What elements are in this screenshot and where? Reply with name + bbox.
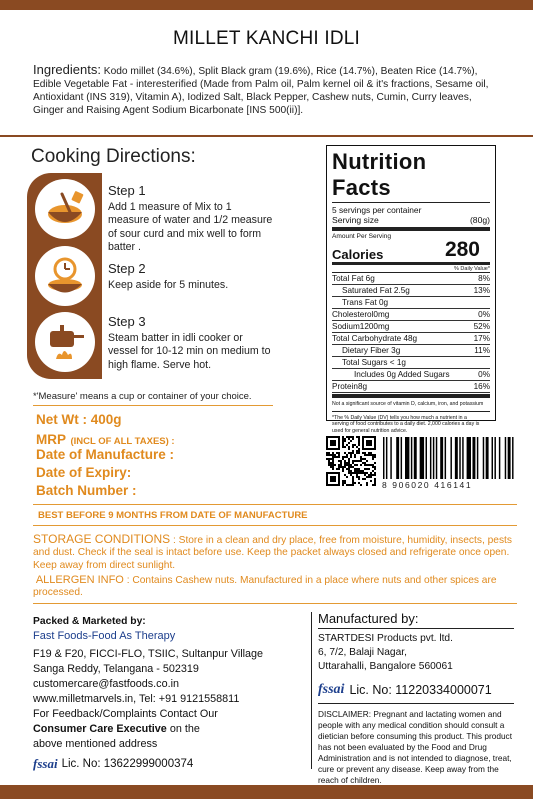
info-rule <box>33 405 273 406</box>
allergen-text: : Contains Cashew nuts. Manufactured in a place where nuts and other spices are processed. <box>33 575 497 599</box>
date-of-expiry: Date of Expiry: <box>36 465 132 480</box>
nutrient-value: 52% <box>473 322 490 331</box>
best-before-rule-bottom <box>33 525 517 526</box>
step-2-text: Keep aside for 5 minutes. <box>108 279 229 291</box>
nf-rule <box>332 411 490 412</box>
calories-row <box>332 238 490 262</box>
nutrient-label: Saturated Fat 2.5g <box>342 286 410 295</box>
nutrient-row <box>332 357 490 369</box>
step-2 <box>108 261 273 292</box>
barcode-icon <box>383 437 515 479</box>
nutrient-rows <box>332 273 490 393</box>
storage-conditions <box>33 533 517 572</box>
step-3 <box>108 314 273 372</box>
ingredients-text: Kodo millet (34.6%), Split Black gram (19.6%), Rice (14.7%), Beaten Rice (14.7%), Edible Vegetable Fat - interesterified (Made from Palm oil, Palm kernel oil & it's fractions, Sesame oil, Antioxidant (INS 319), Vitamin A), Iodized Salt, Black Pepper, Cashew nuts, Cumin, Curry leaves, Ginger and Raising Agent Sodium Bicarbonate [INS 500(ii)]. <box>33 66 489 116</box>
manufacturer-company: STARTDESI Products pvt. ltd. <box>318 633 453 644</box>
disclaimer-text: DISCLAIMER: Pregnant and lactating women and people with any medical condition should consult a dietician before consuming this product. This product has not been evaluated by the Food and Drug Administration and is not intended to diagnose, treat, cure or prevent any disease. Keep away from the reach of children. <box>318 709 513 785</box>
nutrient-row <box>332 345 490 357</box>
nutrient-label: Sodium1200mg <box>332 322 390 331</box>
nf-rule <box>332 202 490 203</box>
nutrient-label: Trans Fat 0g <box>342 298 389 307</box>
nf-thick-rule-bottom <box>332 394 490 398</box>
nutrient-value: 11% <box>474 346 490 355</box>
net-weight: Net Wt : 400g <box>36 412 122 427</box>
mrp-note: (INCL OF ALL TAXES) : <box>70 436 175 447</box>
date-of-manufacture: Date of Manufacture : <box>36 447 175 462</box>
nutrient-row <box>332 273 490 285</box>
storage-text: : Store in a clean and dry place, free from moisture, humidity, insects, pests and dust. Check if the seal is intact before use. Keep the packet always closed and refrigerate once open. Keep away from direct sunlight. <box>33 535 512 571</box>
manufacturer-license: Lic. No: 11220334000071 <box>349 683 492 697</box>
cooking-directions-title: Cooking Directions: <box>31 146 196 167</box>
step-1-title: Step 1 <box>108 183 146 198</box>
cce-suffix: on the <box>166 723 200 735</box>
packer-web-phone[interactable]: www.milletmarvels.in, Tel: +91 9121558811 <box>33 693 240 705</box>
allergen-rule <box>33 603 517 604</box>
column-divider <box>311 612 312 769</box>
top-brown-band <box>0 0 533 10</box>
manufactured-by-block <box>318 611 523 786</box>
nutrient-row <box>332 285 490 297</box>
allergen-title: ALLERGEN INFO <box>35 574 124 586</box>
packer-address-2: Sanga Reddy, Telangana - 502319 <box>33 663 199 675</box>
cce-label: Consumer Care Executive <box>33 723 167 735</box>
product-title: MILLET KANCHI IDLI <box>173 28 360 49</box>
nf-note-significant: Not a significant source of vitamin D, calcium, iron, and potassium <box>332 401 484 407</box>
packer-license: Lic. No: 13622999000374 <box>61 758 194 770</box>
nutrient-value: 17% <box>473 334 490 343</box>
cce-line <box>33 723 303 735</box>
nutrient-label: Cholesterol0mg <box>332 310 390 319</box>
batch-number: Batch Number : <box>36 483 137 498</box>
fssai-logo: fssai <box>318 682 345 697</box>
manufacturer-rule <box>318 628 514 629</box>
address-note: above mentioned address <box>33 738 158 750</box>
packer-address-1: F19 & F20, FICCI-FLO, TSIIC, Sultanpur Village <box>33 648 264 660</box>
step-1-text: Add 1 measure of Mix to 1 measure of water and 1/2 measure of sour curd and mix well to form batter . <box>108 201 273 254</box>
nutrition-facts-panel <box>326 145 496 434</box>
nutrient-value: 0% <box>478 310 490 319</box>
serving-size-value: (80g) <box>469 215 490 225</box>
nutrition-title: Nutrition Facts <box>332 149 427 200</box>
nf-thick-rule <box>332 227 490 231</box>
packer-company: Fast Foods-Food As Therapy <box>33 630 176 642</box>
step-2-title: Step 2 <box>108 261 146 276</box>
step-3-title: Step 3 <box>108 314 146 329</box>
step-1 <box>108 183 273 255</box>
disclaimer-rule <box>318 703 514 704</box>
bottom-brown-band <box>0 785 533 799</box>
section-divider <box>0 135 533 137</box>
packed-by-block <box>33 616 303 772</box>
nutrient-row <box>332 333 490 345</box>
ingredients-label: Ingredients: <box>33 62 101 77</box>
nutrient-row <box>332 369 490 381</box>
nutrient-value: 16% <box>473 382 490 391</box>
timer-bowl-icon <box>35 246 95 306</box>
step-3-text: Steam batter in idli cooker or vessel for 10-12 min on medium to high flame. Serve hot. <box>108 332 271 371</box>
amount-per-serving: Amount Per Serving <box>332 233 392 240</box>
mixing-bowl-icon <box>35 179 95 239</box>
nutrient-value: 8% <box>478 274 490 283</box>
nutrient-row <box>332 309 490 321</box>
manufacturer-address-2: Uttarahalli, Bangalore 560061 <box>318 661 453 672</box>
packer-email[interactable]: customercare@fastfoods.co.in <box>33 678 179 690</box>
qr-code-icon <box>326 436 376 486</box>
packed-by-title: Packed & Marketed by: <box>33 616 146 627</box>
manufacturer-address-1: 6, 7/2, Balaji Nagar, <box>318 647 407 658</box>
serving-size-label: Serving size <box>332 215 379 225</box>
nf-note-daily-value: *The % Daily Value (DV) tells you how much a nutrient in a serving of food contributes to a daily diet. 2,000 calories a day is used for general nutrition advice. <box>332 414 480 434</box>
nutrient-label: Total Sugars < 1g <box>342 358 406 367</box>
storage-title: STORAGE CONDITIONS <box>33 532 171 546</box>
nutrient-label: Protein8g <box>332 382 368 391</box>
best-before: BEST BEFORE 9 MONTHS FROM DATE OF MANUFACTURE <box>38 510 308 521</box>
serving-size-row <box>332 215 490 225</box>
feedback-line: For Feedback/Complaints Contact Our <box>33 708 218 720</box>
nutrient-label: Dietary Fiber 3g <box>342 346 401 355</box>
nutrient-row <box>332 381 490 393</box>
nutrient-label: Total Carbohydrate 48g <box>332 334 418 343</box>
barcode-digits: 8 906020 416141 <box>382 480 473 490</box>
nutrient-value: 13% <box>473 286 490 295</box>
servings-per-container: 5 servings per container <box>332 205 422 215</box>
manufacturer-license-row <box>318 682 523 698</box>
calories-label: Calories <box>332 247 384 262</box>
best-before-rule-top <box>33 504 517 505</box>
allergen-info <box>33 574 517 600</box>
fssai-logo: fssai <box>33 756 58 771</box>
nutrient-value: 0% <box>478 370 490 379</box>
nutrient-label: Includes 0g Added Sugars <box>354 370 450 379</box>
manufacturer-title: Manufactured by: <box>318 611 419 626</box>
nutrient-row <box>332 297 490 309</box>
measure-note: *'Measure' means a cup or container of your choice. <box>33 391 252 402</box>
ingredients-block <box>33 64 503 118</box>
nutrient-label: Total Fat 6g <box>332 274 375 283</box>
packer-license-row <box>33 756 303 772</box>
mrp-label: MRP <box>36 432 66 447</box>
nf-medium-rule <box>332 262 490 265</box>
daily-value-header: % Daily Value* <box>454 266 490 272</box>
nutrient-row <box>332 321 490 333</box>
calories-value: 280 <box>444 238 480 261</box>
idli-cooker-icon <box>35 312 95 372</box>
